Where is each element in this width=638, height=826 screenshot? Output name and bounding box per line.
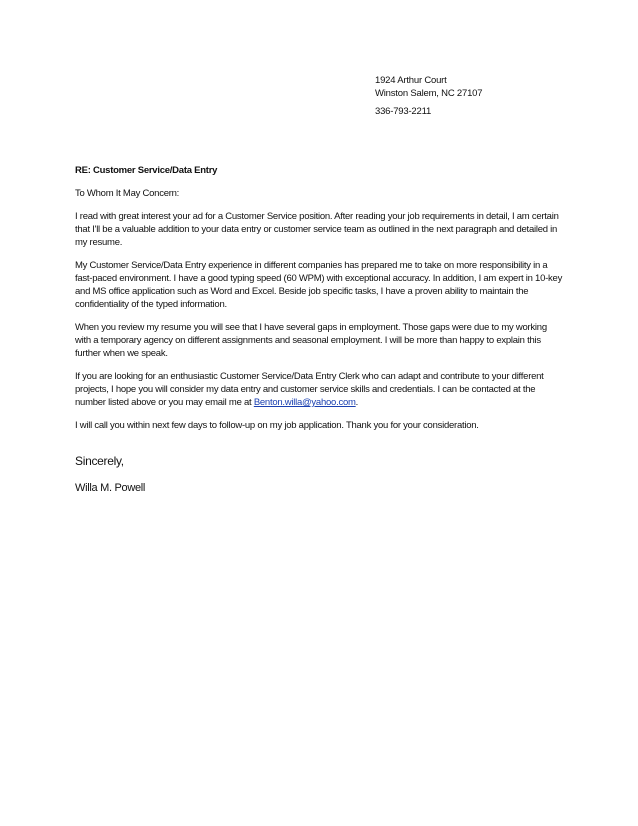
- paragraph-5: I will call you within next few days to follow-up on my job application. Thank you for your consideration.: [75, 420, 479, 431]
- sender-street: 1924 Arthur Court: [375, 75, 447, 86]
- paragraph-1: I read with great interest your ad for a Customer Service position. After reading your job requirements in detail, I am certain that I'll be a valuable addition to your data entry or customer service team as outlined in the next paragraph and detailed in my resume.: [75, 211, 559, 248]
- paragraph-2: My Customer Service/Data Entry experience in different companies has prepared me to take on more responsibility in a fast-paced environment. I have a good typing speed (60 WPM) with exceptional accuracy. In addition, I am expert in 10-key and MS office application such as Word and Excel. Beside job specific tasks, I have a proven ability to maintain the confidentiality of the typed information.: [75, 260, 563, 310]
- paragraph-3: When you review my resume you will see that I have several gaps in employment. Those gaps were due to my working with a temporary agency on different assignments and seasonal employment. I will be more than happy to explain this further when we speak.: [75, 322, 547, 359]
- salutation: To Whom It May Concern:: [75, 188, 180, 199]
- sender-city-state-zip: Winston Salem, NC 27107: [375, 88, 483, 99]
- sender-address: [375, 74, 482, 118]
- paragraph-4-end: .: [355, 397, 359, 408]
- paragraph-4: [75, 370, 565, 409]
- sender-phone: 336-793-2211: [375, 106, 432, 117]
- subject-line: RE: Customer Service/Data Entry: [75, 165, 218, 176]
- signature-name: Willa M. Powell: [75, 482, 146, 494]
- letter-body: [75, 164, 565, 442]
- paragraph-4-text: If you are looking for an enthusiastic Customer Service/Data Entry Clerk who can adapt and contribute to your different projects, I hope you will consider my data entry and customer service skills and credentials. I can be contacted at the number listed above or you may email me at: [75, 371, 544, 408]
- email-link[interactable]: Benton.willa@yahoo.com: [253, 397, 356, 408]
- closing: Sincerely,: [75, 454, 124, 468]
